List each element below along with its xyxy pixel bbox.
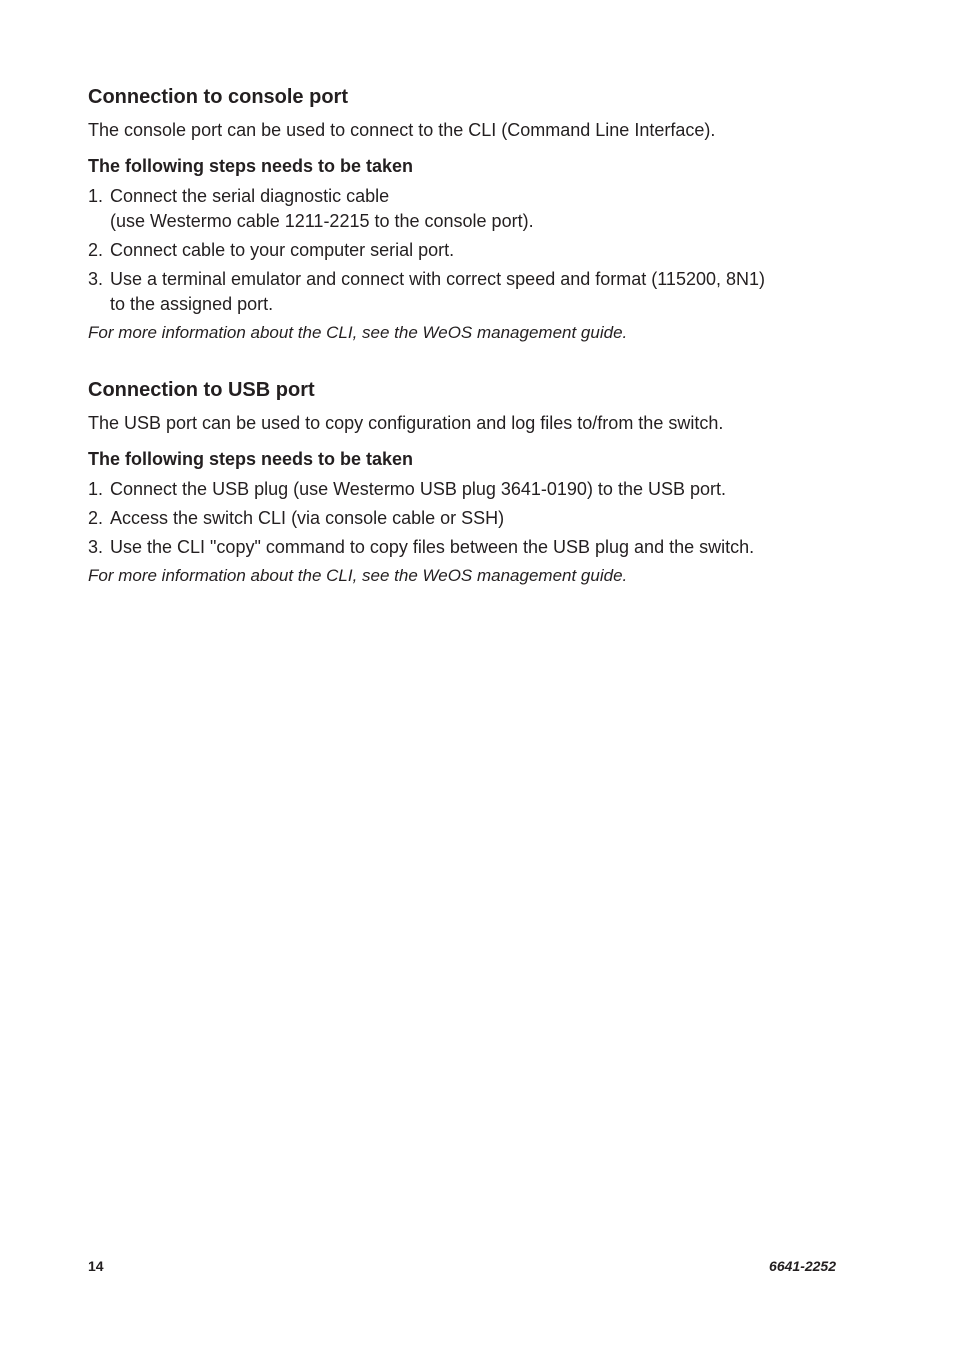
step-text	[110, 477, 828, 502]
step-number: 1.	[88, 186, 104, 206]
step-line: Use the CLI "copy" command to copy files between the USB plug and the switch.	[110, 537, 755, 557]
section-heading: Connection to USB port	[88, 379, 315, 401]
step-line: (use Westermo cable 1211-2215 to the console port).	[110, 211, 534, 231]
list-item	[88, 535, 828, 560]
steps-heading: The following steps needs to be taken	[88, 156, 414, 176]
step-text	[110, 238, 828, 263]
step-line: Connect the USB plug (use Westermo USB plug 3641-0190) to the USB port.	[110, 479, 726, 499]
step-line: to the assigned port.	[110, 294, 274, 314]
steps-heading: The following steps needs to be taken	[88, 449, 414, 469]
step-text	[110, 184, 828, 234]
section-usb-port	[88, 377, 828, 588]
reference-note: For more information about the CLI, see the WeOS management guide.	[88, 566, 628, 585]
step-number: 3.	[88, 269, 104, 289]
list-item	[88, 477, 828, 502]
step-text	[110, 506, 828, 531]
list-item	[88, 238, 828, 263]
section-heading: Connection to console port	[88, 86, 348, 108]
list-item	[88, 267, 828, 317]
step-number: 2.	[88, 508, 104, 528]
step-line: Access the switch CLI (via console cable or SSH)	[110, 508, 505, 528]
page-footer	[88, 1258, 836, 1280]
step-line: Use a terminal emulator and connect with correct speed and format (115200, 8N1)	[110, 269, 766, 289]
section-console-port	[88, 84, 828, 345]
reference-note: For more information about the CLI, see the WeOS management guide.	[88, 323, 628, 342]
step-number: 1.	[88, 479, 104, 499]
page-number: 14	[88, 1258, 104, 1274]
step-text	[110, 267, 828, 317]
section-intro: The console port can be used to connect to the CLI (Command Line Interface).	[88, 120, 716, 140]
section-intro: The USB port can be used to copy configuration and log files to/from the switch.	[88, 413, 724, 433]
step-number: 3.	[88, 537, 104, 557]
steps-list	[88, 477, 828, 560]
list-item	[88, 506, 828, 531]
document-number: 6641-2252	[769, 1258, 836, 1274]
step-number: 2.	[88, 240, 104, 260]
page-content	[88, 84, 828, 588]
steps-list	[88, 184, 828, 317]
step-line: Connect the serial diagnostic cable	[110, 186, 390, 206]
list-item	[88, 184, 828, 234]
step-line: Connect cable to your computer serial port.	[110, 240, 455, 260]
step-text	[110, 535, 828, 560]
